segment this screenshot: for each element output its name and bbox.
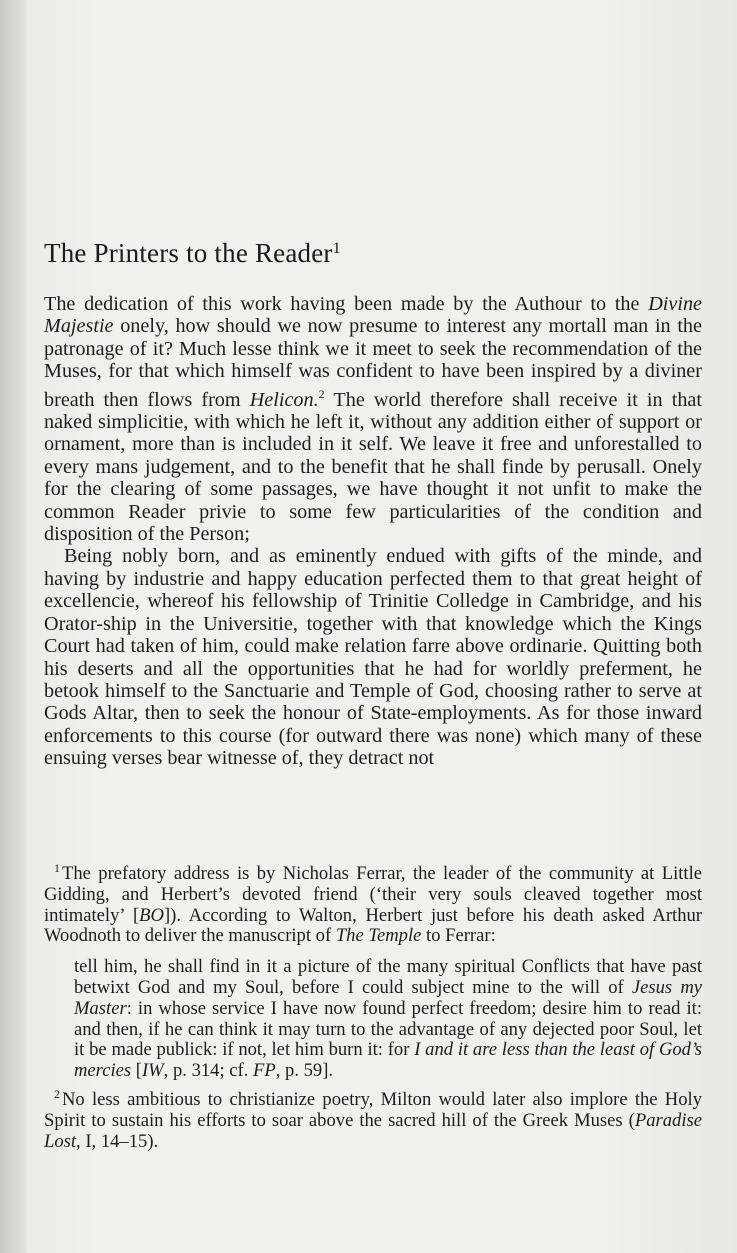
quote-text-a: tell him, he shall find in it a picture of the many spiritual Conflicts that have past betwixt God and my Soul, before I could subject mine to the will of [74,956,702,998]
footnote-1 [44,858,702,947]
page-gutter-shadow [0,0,26,1253]
quote-italic-jesus: Jesus my Master [74,976,702,1019]
quote-text-c: [ [131,1060,142,1082]
footnote-1-number: 1 [54,861,60,875]
p1-text-a: The dedication of this work having been made by the Authour to the [44,293,649,315]
fn1-text-c: to Ferrar: [421,925,496,947]
fn1-italic-bo: BO [139,904,164,926]
main-text [44,293,702,770]
quote-text-b: : in whose service I have now found perfect freedom; desire him to read it: and then, if he can think it may turn to the advantage of any dejected poor Soul, let it be made publick: if not, let him burn it: for [74,997,702,1061]
footnotes [44,858,702,1152]
quote-italic-fp: FP [253,1060,276,1082]
quote-text-d: , p. 314; cf. [163,1060,254,1082]
heading-footnote-marker: 1 [332,240,341,257]
p1-text-b: onely, how should we now presume to interest any mortall man in the patronage of it? Much lesse think we it meet to seek the recommendation of the Muses, for that which himself was confident to have been inspired by a diviner breath then flows from [44,315,702,411]
p1-text-c: The world therefore shall receive it in that naked simplicitie, with which he left it, without any addition either of support or ornament, more than is included in it self. We leave it free and unforestalled to every mans judgement, and to the benefit that he shall finde by perusall. Onely for the clearing of some passages, we have thought it not unfit to make the common Reader privie to some few particularities of the condition and disposition of the Person; [44,388,702,546]
paragraph-1 [44,293,702,545]
fn2-text-a: No less ambitious to christianize poetry, Milton would later also implore the Holy Spirit to sustain his efforts to soar above the sacred hill of the Greek Muses ( [44,1088,702,1131]
paragraph-2: Being nobly born, and as eminently endued with gifts of the minde, and having by industrie and happy education perfected them to that great height of excellencie, whereof his fellowship of Trinitie Colledge in Cambridge, and his Orator-ship in the Universitie, together with that knowledge which the Kings Court had taken of him, could make relation farre above ordinarie. Quitting both his deserts and all the opportunities that he had for worldly preferment, he betook himself to the Sanctuarie and Temple of God, choosing rather to serve at Gods Altar, then to seek the honour of State-employments. As for those inward enforcements to this course (for outward there was none) which many of these ensuing verses bear witnesse of, they detract not [44,545,702,770]
fn2-italic-paradise-lost: Paradise Lost [44,1109,702,1152]
fn1-text-a: The prefatory address is by Nicholas Ferrar, the leader of the community at Little Gidding, and Herbert’s devoted friend (‘their very souls cleaved together most intimately’ [ [44,863,702,926]
footnote-2 [44,1084,702,1152]
p1-italic-helicon: Helicon. [249,388,319,411]
footnote-2-number: 2 [54,1086,60,1101]
p1-footnote-marker: 2 [318,386,325,401]
fn2-text-b: , I, 14–15). [76,1130,159,1152]
quote-italic-least: I and it are less than the least of God’s mercies [74,1039,702,1082]
section-heading [44,238,341,269]
heading-title: The Printers to the Reader [44,238,333,268]
p1-italic-divine-majestie: Divine Majestie [44,293,702,338]
footnote-1-quotation [74,957,702,1082]
quote-italic-iw: IW [141,1060,164,1082]
fn1-text-b: ]). According to Walton, Herbert just before his death asked Arthur Woodnoth to deliver the manuscript of [44,904,702,947]
fn1-italic-the-temple: The Temple [335,925,422,947]
quote-text-e: , p. 59]. [275,1060,334,1082]
